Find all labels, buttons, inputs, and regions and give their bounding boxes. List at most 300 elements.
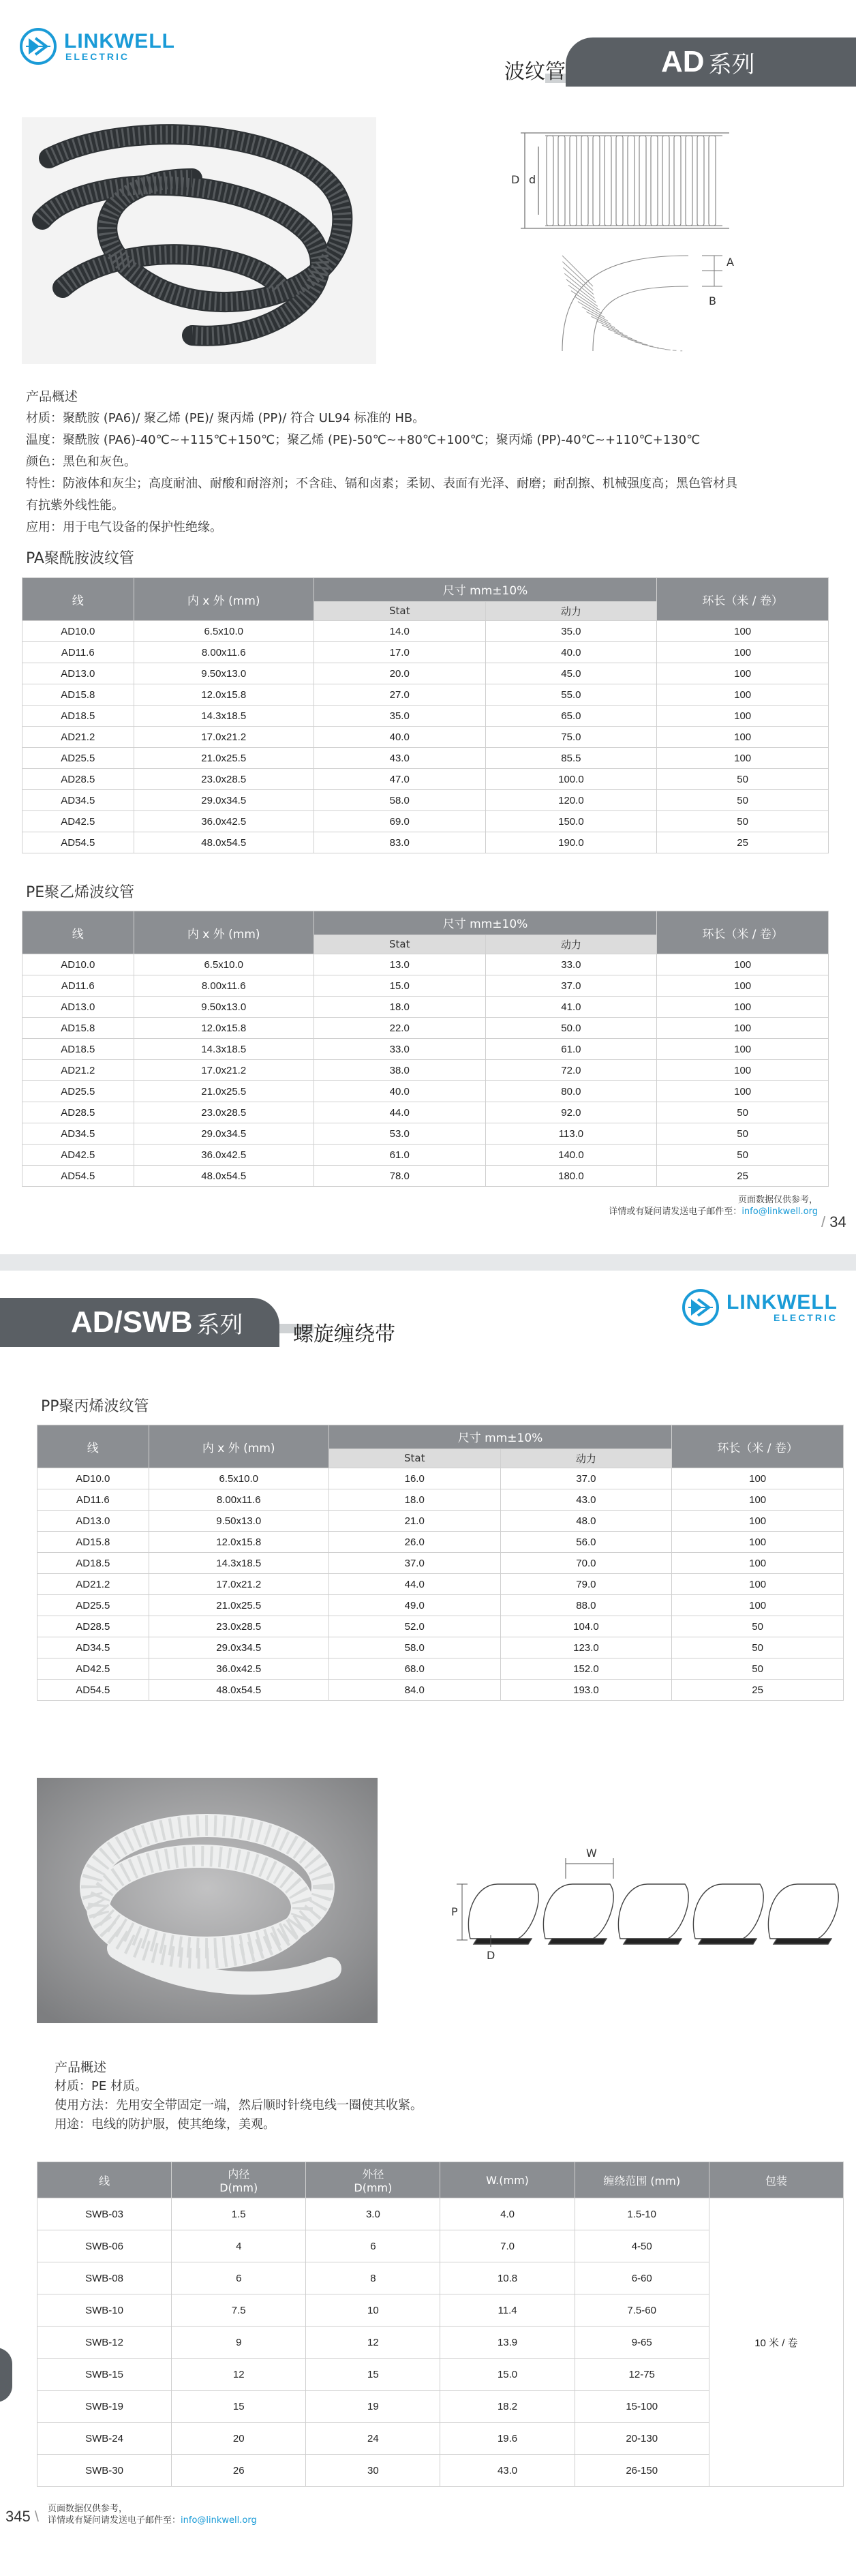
footer-note-email-lead: 详情或有疑问请发送电子邮件至： [48,2515,181,2526]
table-row [37,1658,844,1680]
product-overview [55,2058,668,2134]
cell-stat: 49.0 [328,1595,500,1616]
cell-wrap-range: 7.5-60 [575,2294,709,2327]
cell-line: AD15.8 [22,1018,134,1039]
product-overview [26,386,830,539]
cell-width: 7.0 [440,2230,575,2262]
pa-spec-table [22,577,829,853]
cell-line: SWB-08 [37,2262,172,2294]
cell-width: 11.4 [440,2294,575,2327]
catalog-page-345 [0,1271,856,2576]
dim-label-A: A [727,256,734,269]
cell-size: 8.00x11.6 [134,642,314,663]
table-row [37,1595,844,1616]
cell-line: AD18.5 [22,706,134,727]
cell-pack: 100 [657,727,829,748]
table-row [22,811,829,832]
cell-pack: 50 [657,811,829,832]
table-row [22,727,829,748]
table-row [22,790,829,811]
pa-table-title: PA聚酰胺波纹管 [26,550,134,567]
spiral-wrap-image [37,1778,378,2023]
dim-label-D: D [487,1949,495,1962]
cell-pack: 100 [657,1081,829,1102]
cell-stat: 20.0 [314,663,485,684]
col-header-outer-diameter: 外径 D(mm) [306,2162,440,2198]
cell-stat: 43.0 [314,748,485,769]
cell-size: 12.0x15.8 [149,1532,328,1553]
col-header-dynamic: 动力 [485,935,657,954]
cell-outer-diameter: 3.0 [306,2198,440,2230]
cell-dynamic: 152.0 [500,1658,672,1680]
brand-logo [19,27,175,65]
overview-line: 特性：防液体和灰尘；高度耐油、耐酸和耐溶剂；不含硅、镉和卤素；柔韧、表面有光泽、耐磨；耐刮擦、机械强度高；黑色管材具 [26,476,737,491]
table-row [22,1039,829,1060]
cell-line: SWB-30 [37,2455,172,2487]
cell-stat: 21.0 [328,1511,500,1532]
cell-pack: 25 [657,832,829,853]
table-row [22,1123,829,1145]
brand-sub: ELECTRIC [65,51,129,62]
table-row [37,1637,844,1658]
cell-line: AD11.6 [22,975,134,997]
cell-size: 48.0x54.5 [134,1166,314,1187]
cell-line: SWB-06 [37,2230,172,2262]
cell-size: 23.0x28.5 [134,1102,314,1123]
cell-dynamic: 104.0 [500,1616,672,1637]
cell-stat: 35.0 [314,706,485,727]
cell-dynamic: 88.0 [500,1595,672,1616]
series-header-tab [566,37,856,87]
col-header-pack: 环长（米 / 卷） [657,911,829,954]
corrugated-tube-photo [22,117,376,364]
cell-size: 23.0x28.5 [134,769,314,790]
cell-pack: 50 [657,769,829,790]
cell-stat: 58.0 [328,1637,500,1658]
cell-size: 6.5x10.0 [134,621,314,642]
cell-line: AD42.5 [22,811,134,832]
overview-line: 用途：电线的防护服，使其绝缘，美观。 [55,2117,275,2132]
cell-line: AD54.5 [22,832,134,853]
table-row [22,1145,829,1166]
cell-pack: 100 [657,997,829,1018]
cell-size: 12.0x15.8 [134,684,314,706]
series-header-tab [0,1298,279,1347]
cell-dynamic: 41.0 [485,997,657,1018]
table-row [22,663,829,684]
linkwell-logo-icon [19,27,57,65]
footer-email-link[interactable]: info@linkwell.org [742,1207,818,1217]
cell-line: AD10.0 [22,621,134,642]
cell-width: 18.2 [440,2391,575,2423]
table-row [37,1616,844,1637]
cell-width: 10.8 [440,2262,575,2294]
catalog-page-34 [0,0,856,1239]
cell-pack: 100 [672,1553,844,1574]
cell-line: AD25.5 [37,1595,149,1616]
cell-dynamic: 92.0 [485,1102,657,1123]
cell-pack: 25 [657,1166,829,1187]
cell-dynamic: 120.0 [485,790,657,811]
cell-line: AD34.5 [37,1637,149,1658]
cell-dynamic: 35.0 [485,621,657,642]
overview-line: 应用：用于电气设备的保护性绝缘。 [26,520,222,534]
table-row [37,1680,844,1701]
footer-note-email-lead: 详情或有疑问请发送电子邮件至： [609,1207,742,1217]
table-row [37,1468,844,1489]
cell-pack: 100 [657,1018,829,1039]
table-row [22,1166,829,1187]
dim-label-P: P [451,1905,458,1918]
cell-size: 17.0x21.2 [134,1060,314,1081]
series-code: AD [661,45,705,78]
cell-pack: 100 [657,954,829,975]
cell-pack: 100 [672,1595,844,1616]
cell-line: AD11.6 [22,642,134,663]
brand-sub: ELECTRIC [773,1312,838,1323]
cell-size: 14.3x18.5 [134,1039,314,1060]
cell-size: 21.0x25.5 [134,748,314,769]
cell-width: 4.0 [440,2198,575,2230]
cell-line: AD21.2 [37,1574,149,1595]
cell-outer-diameter: 8 [306,2262,440,2294]
col-header-pack: 环长（米 / 卷） [672,1425,844,1468]
col-header-size: 内 x 外 (mm) [149,1425,328,1468]
spiral-wrap-photo [37,1778,378,2023]
footer-email-link[interactable]: info@linkwell.org [181,2515,257,2526]
cell-stat: 18.0 [314,997,485,1018]
col-header-size: 内 x 外 (mm) [134,578,314,621]
cell-dynamic: 75.0 [485,727,657,748]
cell-stat: 58.0 [314,790,485,811]
cell-line: AD34.5 [22,790,134,811]
cell-stat: 40.0 [314,727,485,748]
cell-size: 21.0x25.5 [149,1595,328,1616]
series-word: 系列 [708,50,755,78]
page-number-value: 345 [5,2508,31,2525]
cell-dynamic: 45.0 [485,663,657,684]
cell-stat: 33.0 [314,1039,485,1060]
cell-dynamic: 140.0 [485,1145,657,1166]
cell-outer-diameter: 12 [306,2327,440,2359]
overview-line: 有抗紫外线性能。 [26,498,124,513]
cell-pack: 10 米 / 卷 [709,2198,843,2487]
col-header-width: W.(mm) [440,2162,575,2198]
cell-size: 48.0x54.5 [149,1680,328,1701]
overview-line: 材质：PE 材质。 [55,2079,147,2093]
cell-dynamic: 33.0 [485,954,657,975]
cell-size: 6.5x10.0 [149,1468,328,1489]
cell-pack: 50 [657,1102,829,1123]
overview-line: 温度：聚酰胺 (PA6)-40℃~+115℃+150℃；聚乙烯 (PE)-50℃~+80℃+100℃；聚丙烯 (PP)-40℃~+110℃+130℃ [26,433,701,447]
cell-outer-diameter: 6 [306,2230,440,2262]
cell-pack: 100 [657,706,829,727]
cell-dynamic: 72.0 [485,1060,657,1081]
table-row [22,642,829,663]
cell-pack: 100 [672,1574,844,1595]
cell-dynamic: 40.0 [485,642,657,663]
cell-dynamic: 56.0 [500,1532,672,1553]
table-row [22,1018,829,1039]
cell-pack: 100 [657,642,829,663]
table-row [22,997,829,1018]
cell-line: AD10.0 [22,954,134,975]
cell-pack: 100 [657,1039,829,1060]
dim-label-W: W [586,1847,597,1860]
cell-line: SWB-24 [37,2423,172,2455]
cell-size: 9.50x13.0 [149,1511,328,1532]
cell-line: SWB-15 [37,2359,172,2391]
cell-size: 48.0x54.5 [134,832,314,853]
cell-stat: 69.0 [314,811,485,832]
page-footer [48,2503,257,2526]
cell-width: 43.0 [440,2455,575,2487]
cell-size: 12.0x15.8 [134,1018,314,1039]
cell-inner-diameter: 26 [172,2455,306,2487]
cell-wrap-range: 15-100 [575,2391,709,2423]
table-row [37,1511,844,1532]
cell-line: AD34.5 [22,1123,134,1145]
swb-spec-table [37,2162,844,2487]
cell-inner-diameter: 1.5 [172,2198,306,2230]
corrugated-tube-drawing [498,126,743,358]
cell-line: AD25.5 [22,748,134,769]
page-number-value: 34 [829,1213,846,1230]
page-footer [572,1194,818,1217]
col-header-line: 线 [22,911,134,954]
cell-line: AD13.0 [37,1511,149,1532]
table-row [37,1553,844,1574]
cell-stat: 78.0 [314,1166,485,1187]
cell-stat: 15.0 [314,975,485,997]
table-row [22,706,829,727]
cell-size: 14.3x18.5 [134,706,314,727]
col-header-dynamic: 动力 [485,601,657,620]
cell-pack: 50 [672,1658,844,1680]
cell-width: 13.9 [440,2327,575,2359]
cell-dynamic: 85.5 [485,748,657,769]
cell-stat: 37.0 [328,1553,500,1574]
cell-dynamic: 100.0 [485,769,657,790]
cell-dynamic: 79.0 [500,1574,672,1595]
cell-outer-diameter: 24 [306,2423,440,2455]
table-row [37,1489,844,1511]
cell-stat: 53.0 [314,1123,485,1145]
cell-size: 36.0x42.5 [134,811,314,832]
cell-pack: 50 [672,1616,844,1637]
cell-wrap-range: 1.5-10 [575,2198,709,2230]
cell-pack: 50 [657,1145,829,1166]
cell-inner-diameter: 7.5 [172,2294,306,2327]
col-header-line: 线 [22,578,134,621]
spiral-wrap-drawing [450,1830,852,1966]
overview-line: 颜色：黑色和灰色。 [26,455,136,469]
table-row [37,1574,844,1595]
table-row [22,1081,829,1102]
dim-label-d: d [529,173,536,186]
section-title: 螺旋缠绕带 [293,1322,395,1346]
cell-line: AD15.8 [37,1532,149,1553]
cell-inner-diameter: 20 [172,2423,306,2455]
col-header-stat: Stat [314,935,485,954]
cell-line: AD28.5 [22,769,134,790]
table-row [37,2198,844,2230]
cell-pack: 25 [672,1680,844,1701]
table-row [22,1102,829,1123]
cell-line: AD42.5 [22,1145,134,1166]
table-row [22,684,829,706]
cell-stat: 40.0 [314,1081,485,1102]
cell-stat: 44.0 [314,1102,485,1123]
cell-stat: 61.0 [314,1145,485,1166]
cell-pack: 100 [672,1489,844,1511]
overview-line: 使用方法：先用安全带固定一端，然后顺时针绕电线一圈使其收紧。 [55,2098,423,2112]
cell-size: 17.0x21.2 [134,727,314,748]
cell-wrap-range: 20-130 [575,2423,709,2455]
brand-name: LINKWELL [64,30,175,52]
cell-line: AD13.0 [22,663,134,684]
cell-stat: 14.0 [314,621,485,642]
cell-size: 29.0x34.5 [134,1123,314,1145]
overview-heading: 产品概述 [26,389,78,404]
cell-outer-diameter: 15 [306,2359,440,2391]
cell-line: AD21.2 [22,727,134,748]
cell-dynamic: 48.0 [500,1511,672,1532]
cell-size: 29.0x34.5 [134,790,314,811]
brand-name: LINKWELL [727,1291,838,1314]
pe-table-title: PE聚乙烯波纹管 [26,884,135,901]
cell-line: AD28.5 [22,1102,134,1123]
pp-spec-table [37,1425,844,1701]
cell-pack: 100 [657,1060,829,1081]
cell-stat: 18.0 [328,1489,500,1511]
table-row [22,832,829,853]
overview-heading: 产品概述 [55,2060,107,2075]
col-header-stat: Stat [314,601,485,620]
cell-dynamic: 65.0 [485,706,657,727]
cell-stat: 44.0 [328,1574,500,1595]
cell-pack: 50 [672,1637,844,1658]
col-header-stat: Stat [328,1449,500,1468]
cell-dynamic: 193.0 [500,1680,672,1701]
cell-pack: 50 [657,1123,829,1145]
cell-dynamic: 50.0 [485,1018,657,1039]
cell-wrap-range: 6-60 [575,2262,709,2294]
cell-dynamic: 70.0 [500,1553,672,1574]
cell-outer-diameter: 19 [306,2391,440,2423]
table-row [22,621,829,642]
cell-wrap-range: 4-50 [575,2230,709,2262]
cell-inner-diameter: 9 [172,2327,306,2359]
cell-dynamic: 55.0 [485,684,657,706]
cell-line: AD15.8 [22,684,134,706]
cell-size: 9.50x13.0 [134,663,314,684]
cell-line: SWB-10 [37,2294,172,2327]
col-header-pack: 包装 [709,2162,843,2198]
cell-line: AD18.5 [22,1039,134,1060]
cell-stat: 84.0 [328,1680,500,1701]
series-code: AD/SWB [71,1305,193,1339]
cell-wrap-range: 9-65 [575,2327,709,2359]
cell-stat: 47.0 [314,769,485,790]
cell-line: AD11.6 [37,1489,149,1511]
cell-stat: 17.0 [314,642,485,663]
cell-dynamic: 43.0 [500,1489,672,1511]
cell-dynamic: 61.0 [485,1039,657,1060]
table-row [22,769,829,790]
table-row [22,954,829,975]
cell-line: AD13.0 [22,997,134,1018]
page-number: 345 \ [5,2508,39,2525]
cell-inner-diameter: 15 [172,2391,306,2423]
cell-stat: 38.0 [314,1060,485,1081]
cell-dynamic: 123.0 [500,1637,672,1658]
col-header-wrap-range: 缠绕范围 (mm) [575,2162,709,2198]
col-header-dynamic: 动力 [500,1449,672,1468]
col-header-size: 内 x 外 (mm) [134,911,314,954]
cell-pack: 100 [657,748,829,769]
cell-line: SWB-19 [37,2391,172,2423]
col-header-line: 线 [37,2162,172,2198]
cell-stat: 52.0 [328,1616,500,1637]
cell-dynamic: 37.0 [485,975,657,997]
cell-pack: 100 [657,621,829,642]
cell-size: 29.0x34.5 [149,1637,328,1658]
cell-stat: 16.0 [328,1468,500,1489]
cell-inner-diameter: 6 [172,2262,306,2294]
table-row [22,1060,829,1081]
pe-spec-table [22,911,829,1187]
cell-dynamic: 180.0 [485,1166,657,1187]
cell-pack: 100 [672,1511,844,1532]
dim-label-B: B [709,294,716,307]
cell-stat: 68.0 [328,1658,500,1680]
cell-line: AD42.5 [37,1658,149,1680]
cell-inner-diameter: 12 [172,2359,306,2391]
cell-size: 36.0x42.5 [134,1145,314,1166]
cell-line: AD21.2 [22,1060,134,1081]
cell-dynamic: 150.0 [485,811,657,832]
cell-dynamic: 37.0 [500,1468,672,1489]
col-header-line: 线 [37,1425,149,1468]
cell-stat: 83.0 [314,832,485,853]
page-separator [0,1254,856,1271]
cell-wrap-range: 12-75 [575,2359,709,2391]
cell-line: AD10.0 [37,1468,149,1489]
cell-line: AD25.5 [22,1081,134,1102]
linkwell-logo-icon [682,1288,720,1327]
corrugated-tube-image [22,117,376,364]
cell-line: AD54.5 [22,1166,134,1187]
cell-line: AD28.5 [37,1616,149,1637]
table-row [22,748,829,769]
cell-size: 8.00x11.6 [134,975,314,997]
cell-outer-diameter: 30 [306,2455,440,2487]
cell-width: 19.6 [440,2423,575,2455]
cell-size: 36.0x42.5 [149,1658,328,1680]
page-number: / 34 [821,1213,846,1230]
cell-size: 21.0x25.5 [134,1081,314,1102]
overview-line: 材质：聚酰胺 (PA6)/ 聚乙烯 (PE)/ 聚丙烯 (PP)/ 符合 UL94 标准的 HB。 [26,411,425,425]
cell-width: 15.0 [440,2359,575,2391]
footer-note: 页面数据仅供参考， [48,2504,128,2514]
cell-dynamic: 113.0 [485,1123,657,1145]
cell-stat: 22.0 [314,1018,485,1039]
cell-size: 17.0x21.2 [149,1574,328,1595]
cell-wrap-range: 26-150 [575,2455,709,2487]
cell-line: AD54.5 [37,1680,149,1701]
table-row [22,975,829,997]
